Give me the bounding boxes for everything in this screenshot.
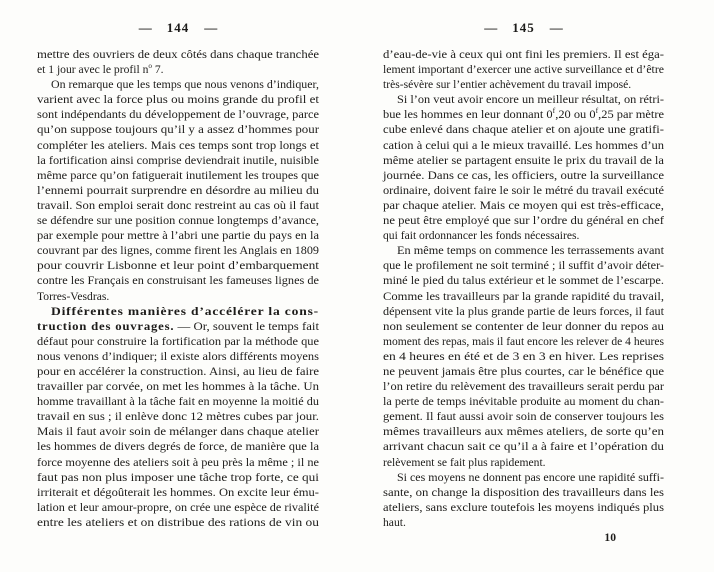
body-text: défaut pour construire la fortification par la méthode que <box>37 334 319 348</box>
text-line <box>37 122 319 137</box>
text-line <box>37 334 319 349</box>
body-text: En même temps on commence les terrassements avant <box>397 244 664 258</box>
text-line <box>383 213 664 228</box>
body-text: varient avec la force plus ou moins grande du profil et <box>37 93 319 107</box>
body-text: On remarque que les temps que nous venons d’indiquer, <box>51 78 319 92</box>
page-text-column <box>383 47 664 545</box>
text-line <box>37 515 319 530</box>
text-line <box>383 289 664 304</box>
body-text: Mais il faut avoir soin de mélanger dans chaque atelier <box>37 425 319 439</box>
body-text: Si l’on veut avoir encore un meilleur résultat, on rétri- <box>397 93 664 107</box>
text-line <box>37 62 319 77</box>
text-line <box>383 349 664 364</box>
body-text: haut. <box>383 515 406 529</box>
body-text: arrivant chacun sait ce qu’il a à faire et l’opération du <box>383 440 664 454</box>
page-144 <box>37 0 319 572</box>
page-number-header <box>383 20 664 36</box>
body-text: ne peut être employé que sur l’ordre du général en chef <box>383 214 664 228</box>
header-dash: — <box>204 20 218 35</box>
body-text: cube enlevé dans chaque atelier et on ajoute une gratifi- <box>383 123 664 137</box>
body-text: par exemple pour mettre à l’abri une partie du pays en la <box>37 229 319 243</box>
body-text: ateliers, sans exclure toutefois les moyens indiqués plus <box>383 500 664 514</box>
text-line <box>37 319 319 334</box>
text-line <box>37 228 319 243</box>
text-line <box>383 183 664 198</box>
text-line <box>37 485 319 500</box>
body-text: 10 <box>604 531 616 544</box>
text-line <box>383 168 664 183</box>
body-text: les hommes de divers degrés de force, de manière que la <box>37 440 319 454</box>
body-text: et 1 jour avec le profil $n^o$ 7. <box>37 62 164 77</box>
body-text: moment des repas, mais il faut encore les relever de 4 heures <box>383 334 664 348</box>
body-text: irriterait et dégoûterait les hommes. On excite leur ému- <box>37 485 319 499</box>
body-text: sont indépendants du développement de l’ouvrage, parce <box>37 108 319 122</box>
text-line <box>383 122 664 137</box>
page-number-header <box>37 20 319 36</box>
text-line <box>37 107 319 122</box>
text-line <box>383 379 664 394</box>
page-number: 144 <box>166 20 190 35</box>
text-line <box>383 424 664 439</box>
body-text: force moyenne des ateliers soit à peu près la même ; il ne <box>37 455 319 469</box>
body-text: — Or, souvent le temps fait <box>174 319 319 333</box>
body-text: entre les ateliers et on distribue des rations de vin ou <box>37 515 319 529</box>
body-text: Si ces moyens ne donnent pas encore une rapidité suffi- <box>397 470 664 484</box>
body-text: lation et leur amour-propre, on crée une espèce de rivalité <box>37 500 319 514</box>
text-line <box>383 138 664 153</box>
body-text: compléter les ateliers. Mais ces temps sont trop longs et <box>37 138 319 152</box>
text-line <box>383 47 664 62</box>
text-line <box>37 470 319 485</box>
body-text: la fortification ainsi comprise deviendrait inutile, nuisible <box>37 153 319 167</box>
header-dash: — <box>484 20 498 35</box>
text-line <box>37 92 319 107</box>
text-line <box>383 228 664 243</box>
text-line <box>383 304 664 319</box>
text-line <box>37 455 319 470</box>
text-line <box>383 153 664 168</box>
text-line <box>37 409 319 424</box>
text-line <box>383 515 664 530</box>
body-text: même parce qu’on fatiguerait inutilement les troupes que <box>37 168 319 182</box>
text-line <box>383 258 664 273</box>
text-line <box>383 319 664 334</box>
text-line <box>383 439 664 454</box>
text-line <box>383 198 664 213</box>
text-line <box>383 107 664 122</box>
body-text: Torres-Vesdras. <box>37 289 110 303</box>
text-line <box>383 92 664 107</box>
page-number: 145 <box>512 20 535 35</box>
body-text: ne peuvent jamais être plus courtes, car le bénéfice que <box>383 364 664 378</box>
body-text: la perte de temps inévitable produite au moment du chan- <box>383 395 664 409</box>
body-text: cation à celui qui a le mieux travaillé. Les hommes d’un <box>383 138 664 152</box>
superscript-text: o <box>148 62 152 71</box>
body-text: que le profilement ne soit terminé ; il suffit d’avoir déter- <box>383 259 664 273</box>
signature-number <box>383 530 664 545</box>
text-line <box>37 349 319 364</box>
text-line <box>383 455 664 470</box>
body-text: l’on retire du relèvement des travailleurs serait perdu par <box>383 380 664 394</box>
body-text: l’ennemi pourrait surprendre en désordre au milieu du <box>37 183 319 197</box>
header-dash: — <box>549 20 563 35</box>
text-line <box>37 304 319 319</box>
text-line <box>37 183 319 198</box>
text-line <box>383 409 664 424</box>
body-text: qui fait ordonnancer les fonds nécessaires. <box>383 229 580 243</box>
body-text: travail. Son emploi serait donc restreint au cas où il faut <box>37 198 319 212</box>
body-text: couvrant par des lignes, comme firent les Anglais en 1809 <box>37 244 319 258</box>
body-text: dépensent vite la plus grande partie de leurs forces, il faut <box>383 304 664 318</box>
body-text: journée. Dans ce cas, les officiers, outre la surveillance <box>383 168 664 182</box>
body-text: sante, on change la disposition des travailleurs dans les <box>383 485 664 499</box>
body-text: non seulement se contenter de leur donner du repos au <box>383 319 664 333</box>
text-line <box>37 198 319 213</box>
body-text: même atelier se partagent ensuite le prix du travail de la <box>383 153 664 167</box>
text-line <box>37 77 319 92</box>
body-text: homme travaillant à la tâche fait en moyenne la moitié du <box>37 395 319 409</box>
body-text: pour couvrir Lisbonne et leur point d’embarquement <box>37 259 319 273</box>
body-text: mêmes travailleurs aux mêmes ateliers, de sorte qu’en <box>383 425 664 439</box>
body-text: relèvement se fait plus rapidement. <box>383 455 546 469</box>
body-text: ordinaire, doivent faire le soir le métré du travail exécuté <box>383 183 664 197</box>
body-text: miné le pied du talus extérieur et le sommet de l’escarpe. <box>383 274 664 288</box>
page-text-column <box>37 47 319 530</box>
body-text: gement. Il faut aussi avoir soin de conserver toujours les <box>383 410 664 424</box>
text-line <box>37 394 319 409</box>
text-line <box>383 62 664 77</box>
text-line <box>37 379 319 394</box>
text-line <box>383 334 664 349</box>
body-text: très-sévère sur l’entier achèvement du travail imposé. <box>383 78 632 92</box>
body-text: lement important d’exercer une active surveillance et d’être <box>383 63 664 77</box>
text-line <box>383 243 664 258</box>
body-text: en 4 heures en été et de 3 en 3 en hiver. Les reprises <box>383 349 664 363</box>
page-145 <box>383 0 664 572</box>
text-line <box>37 153 319 168</box>
body-text: mettre des ouvriers de deux côtés dans chaque tranchée <box>37 48 319 61</box>
body-text: bue les hommes en leur donnant 0$^f$,20 ou 0$^f$,25 par mètre <box>383 107 664 122</box>
text-line <box>37 243 319 258</box>
text-line <box>37 424 319 439</box>
text-line <box>383 470 664 485</box>
body-text: par chaque atelier. Mais ce moyen qui est très-efficace, <box>383 198 664 212</box>
text-line <box>37 289 319 304</box>
text-line <box>383 500 664 515</box>
paragraph-heading-text: truction des ouvrages. <box>37 319 175 333</box>
text-line <box>37 273 319 288</box>
body-text: travailler par corvée, on met les hommes à la tâche. Un <box>37 380 319 394</box>
body-text: se défendre sur une position connue longtemps d’avance, <box>37 214 319 228</box>
text-line <box>383 273 664 288</box>
body-text: travail en sus ; il enlève donc 12 mètres cubes par jour. <box>37 410 319 424</box>
text-line <box>383 77 664 92</box>
superscript-text: f <box>595 107 599 116</box>
text-line <box>37 439 319 454</box>
text-line <box>37 258 319 273</box>
text-line <box>383 485 664 500</box>
superscript-text: f <box>552 107 556 116</box>
text-line <box>37 138 319 153</box>
paragraph-heading-text: Différentes manières d’accélérer la cons- <box>51 304 319 318</box>
text-line <box>37 213 319 228</box>
body-text: d’eau-de-vie à ceux qui ont fini les premiers. Il est éga- <box>383 48 664 61</box>
text-line <box>37 364 319 379</box>
text-line <box>383 394 664 409</box>
text-line <box>383 364 664 379</box>
text-line <box>37 47 319 62</box>
body-text: pour en accélérer la construction. Ainsi, au lieu de faire <box>37 364 319 378</box>
body-text: faut pas non plus imposer une tâche trop forte, ce qui <box>37 470 319 484</box>
text-line <box>37 500 319 515</box>
body-text: qu’on suppose toujours qu’il y a assez d’hommes pour <box>37 123 319 137</box>
body-text: nous venons d’indiquer; il existe alors différents moyens <box>37 349 319 363</box>
header-dash: — <box>138 20 152 35</box>
body-text: Comme les travailleurs par la grande rapidité du travail, <box>383 289 664 303</box>
text-line <box>37 168 319 183</box>
body-text: contre les Français en construisant les fameuses lignes de <box>37 274 319 288</box>
